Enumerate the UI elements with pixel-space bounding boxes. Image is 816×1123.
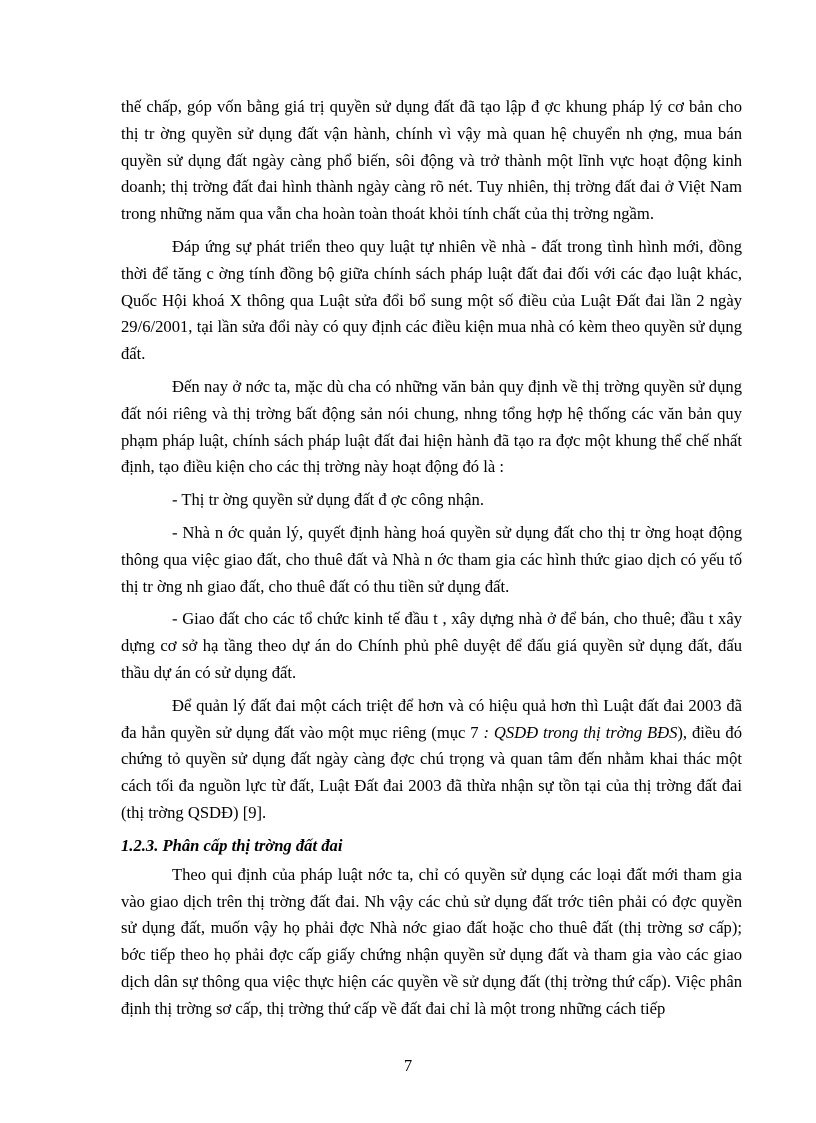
- paragraph-2: Đáp ứng sự phát triển theo quy luật tự nhiên về nhà - đất trong tình hình mới, đồng thời để tăng c ờng tính đồng bộ giữa chính sách pháp luật đất đai đối với các đạo luật khác, Quốc Hội khoá X thông qua Luật sửa đổi bổ sung một số điều của Luật Đất đai lần 2 ngày 29/6/2001, tại lần sửa đổi này có quy định các điều kiện mua nhà có kèm theo quyền sử dụng đất.: [121, 236, 742, 364]
- paragraph-7-end: ), điều đó chứng tỏ quyền sử dụng đất ngày càng đợc chú trọng và quan tâm đến nhằm khai thác một cách tối đa nguồn lực từ đất, Luật Đất đai 2003 đã thừa nhận sự tồn tại của thị trờng đất đai (thị trờng QSDĐ) [9].: [121, 722, 742, 822]
- paragraph-7: [121, 693, 742, 827]
- list-item-2: - Nhà n ớc quản lý, quyết định hàng hoá quyền sử dụng đất cho thị tr ờng hoạt động thông qua việc giao đất, cho thuê đất và Nhà n ớc tham gia các hình thức giao dịch có yếu tố thị tr ờng nh giao đất, cho thuê đất có thu tiền sử dụng đất.: [121, 522, 742, 596]
- paragraph-8: Theo qui định của pháp luật nớc ta, chỉ có quyền sử dụng các loại đất mới tham gia vào giao dịch trên thị trờng đất đai. Nh vậy các chủ sử dụng đất trớc tiên phải có đợc quyền sử dụng đất, muốn vậy họ phải đợc Nhà nớc giao đất hoặc cho thuê đất (thị trờng sơ cấp); bớc tiếp theo họ phải đợc cấp giấy chứng nhận quyền sử dụng đất và tham gia vào các giao dịch dân sự thông qua việc thực hiện các quyền về sử dụng đất (thị trờng thứ cấp). Việc phân định thị trờng sơ cấp, thị trờng thứ cấp về đất đai chỉ là một trong những cách tiếp: [121, 864, 742, 1018]
- paragraph-3: Đến nay ở nớc ta, mặc dù cha có những văn bản quy định về thị trờng quyền sử dụng đất nói riêng và thị trờng bất động sản nói chung, nhng tổng hợp hệ thống các văn bản quy phạm pháp luật, chính sách pháp luật đất đai hiện hành đã tạo ra đợc một khung thể chế nhất định, tạo điều kiện cho các thị trờng này hoạt động đó là :: [121, 376, 742, 477]
- list-item-3: - Giao đất cho các tổ chức kinh tế đầu t , xây dựng nhà ở để bán, cho thuê; đầu t xây dựng cơ sở hạ tầng theo dự án do Chính phủ phê duyệt để đấu giá quyền sử dụng đất, đấu thầu dự án có sử dụng đất.: [121, 609, 742, 682]
- page-body: [121, 94, 742, 1029]
- paragraph-7-start: Để quản lý đất đai một cách triệt để hơn và có hiệu quả hơn thì Luật đất đai 2003 đã đa hẳn quyền sử dụng đất vào một mục riêng (mục 7: [121, 695, 742, 742]
- section-heading: 1.2.3. Phân cấp thị trờng đất đai: [121, 835, 343, 855]
- page-number: 7: [403, 1056, 413, 1075]
- paragraph-7-italic: : QSDĐ trong thị trờng BĐS: [483, 722, 678, 742]
- paragraph-1: thế chấp, góp vốn bằng giá trị quyền sử dụng đất đã tạo lập đ ợc khung pháp lý cơ bản cho thị tr ờng quyền sử dụng đất vận hành, chính vì vậy mà quan hệ chuyển nh ợng, mua bán quyền sử dụng đất ngày càng phổ biến, sôi động và trở thành một lĩnh vực hoạt động kinh doanh; thị trờng đất đai hình thành ngày càng rõ nét. Tuy nhiên, thị trờng đất đai ở Việt Nam trong những năm qua vẫn cha hoàn toàn thoát khỏi tính chất của thị trờng ngầm.: [121, 97, 742, 224]
- list-item-1: - Thị tr ờng quyền sử dụng đất đ ợc công nhận.: [172, 490, 484, 510]
